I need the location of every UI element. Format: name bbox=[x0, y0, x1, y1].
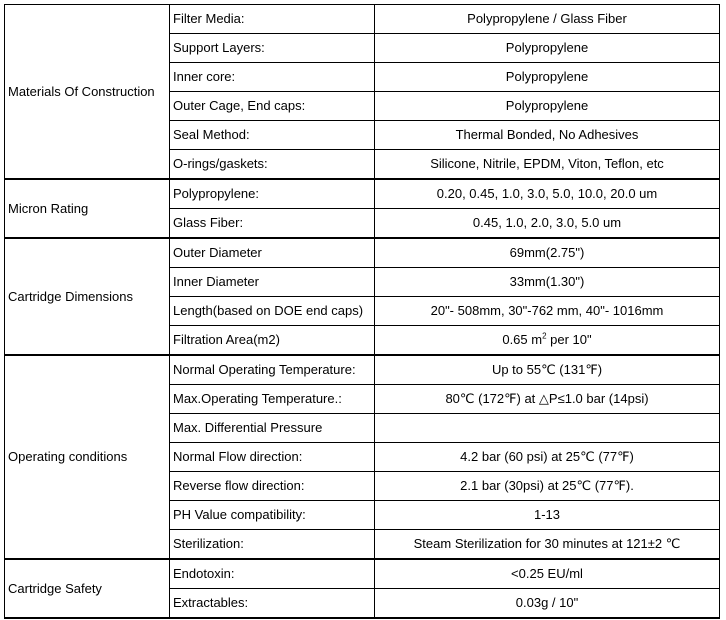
category-cell: Micron Rating bbox=[5, 179, 170, 238]
property-value: Thermal Bonded, No Adhesives bbox=[375, 121, 720, 150]
property-value: 80℃ (172℉) at △P≤1.0 bar (14psi) bbox=[375, 385, 720, 414]
category-cell: Operating conditions bbox=[5, 355, 170, 559]
property-label: PH Value compatibility: bbox=[170, 501, 375, 530]
property-value bbox=[375, 414, 720, 443]
property-label: Filtration Area(m2) bbox=[170, 326, 375, 356]
category-cell: Cartridge Safety bbox=[5, 559, 170, 618]
property-label: Polypropylene: bbox=[170, 179, 375, 209]
property-value: Polypropylene / Glass Fiber bbox=[375, 5, 720, 34]
property-label: Glass Fiber: bbox=[170, 209, 375, 239]
property-label: Support Layers: bbox=[170, 34, 375, 63]
property-value: Polypropylene bbox=[375, 34, 720, 63]
property-label: Filter Media: bbox=[170, 5, 375, 34]
property-label: Normal Flow direction: bbox=[170, 443, 375, 472]
property-value: 2.1 bar (30psi) at 25℃ (77℉). bbox=[375, 472, 720, 501]
property-value: Silicone, Nitrile, EPDM, Viton, Teflon, etc bbox=[375, 150, 720, 180]
category-cell: Cartridge Dimensions bbox=[5, 238, 170, 355]
property-value: 0.20, 0.45, 1.0, 3.0, 5.0, 10.0, 20.0 um bbox=[375, 179, 720, 209]
property-label: Outer Cage, End caps: bbox=[170, 92, 375, 121]
area-value: 0.65 m bbox=[502, 332, 543, 347]
property-label: Extractables: bbox=[170, 589, 375, 619]
property-value: Polypropylene bbox=[375, 63, 720, 92]
table-row bbox=[5, 355, 720, 385]
property-label: Sterilization: bbox=[170, 530, 375, 560]
table-row bbox=[5, 238, 720, 268]
property-label: Max.Operating Temperature.: bbox=[170, 385, 375, 414]
table-row bbox=[5, 179, 720, 209]
property-value: 1-13 bbox=[375, 501, 720, 530]
property-label: Inner Diameter bbox=[170, 268, 375, 297]
property-label: Endotoxin: bbox=[170, 559, 375, 589]
property-label: O-rings/gaskets: bbox=[170, 150, 375, 180]
property-label: Seal Method: bbox=[170, 121, 375, 150]
property-label: Normal Operating Temperature: bbox=[170, 355, 375, 385]
property-value bbox=[375, 326, 720, 356]
property-label: Outer Diameter bbox=[170, 238, 375, 268]
property-value: Polypropylene bbox=[375, 92, 720, 121]
area-suffix: per 10" bbox=[546, 332, 592, 347]
property-label: Max. Differential Pressure bbox=[170, 414, 375, 443]
table-row bbox=[5, 5, 720, 34]
property-value: Up to 55℃ (131℉) bbox=[375, 355, 720, 385]
property-value: <0.25 EU/ml bbox=[375, 559, 720, 589]
category-cell: Materials Of Construction bbox=[5, 5, 170, 180]
property-value: 0.45, 1.0, 2.0, 3.0, 5.0 um bbox=[375, 209, 720, 239]
property-value: Steam Sterilization for 30 minutes at 121±2 ℃ bbox=[375, 530, 720, 560]
area-exponent: 2 bbox=[542, 331, 547, 341]
property-value: 69mm(2.75") bbox=[375, 238, 720, 268]
property-label: Inner core: bbox=[170, 63, 375, 92]
table-row bbox=[5, 559, 720, 589]
property-label: Length(based on DOE end caps) bbox=[170, 297, 375, 326]
property-value: 33mm(1.30") bbox=[375, 268, 720, 297]
property-label: Reverse flow direction: bbox=[170, 472, 375, 501]
spec-table-body bbox=[5, 5, 720, 619]
property-value: 0.03g / 10" bbox=[375, 589, 720, 619]
property-value: 4.2 bar (60 psi) at 25℃ (77℉) bbox=[375, 443, 720, 472]
spec-table bbox=[4, 4, 720, 619]
property-value: 20"- 508mm, 30"-762 mm, 40"- 1016mm bbox=[375, 297, 720, 326]
